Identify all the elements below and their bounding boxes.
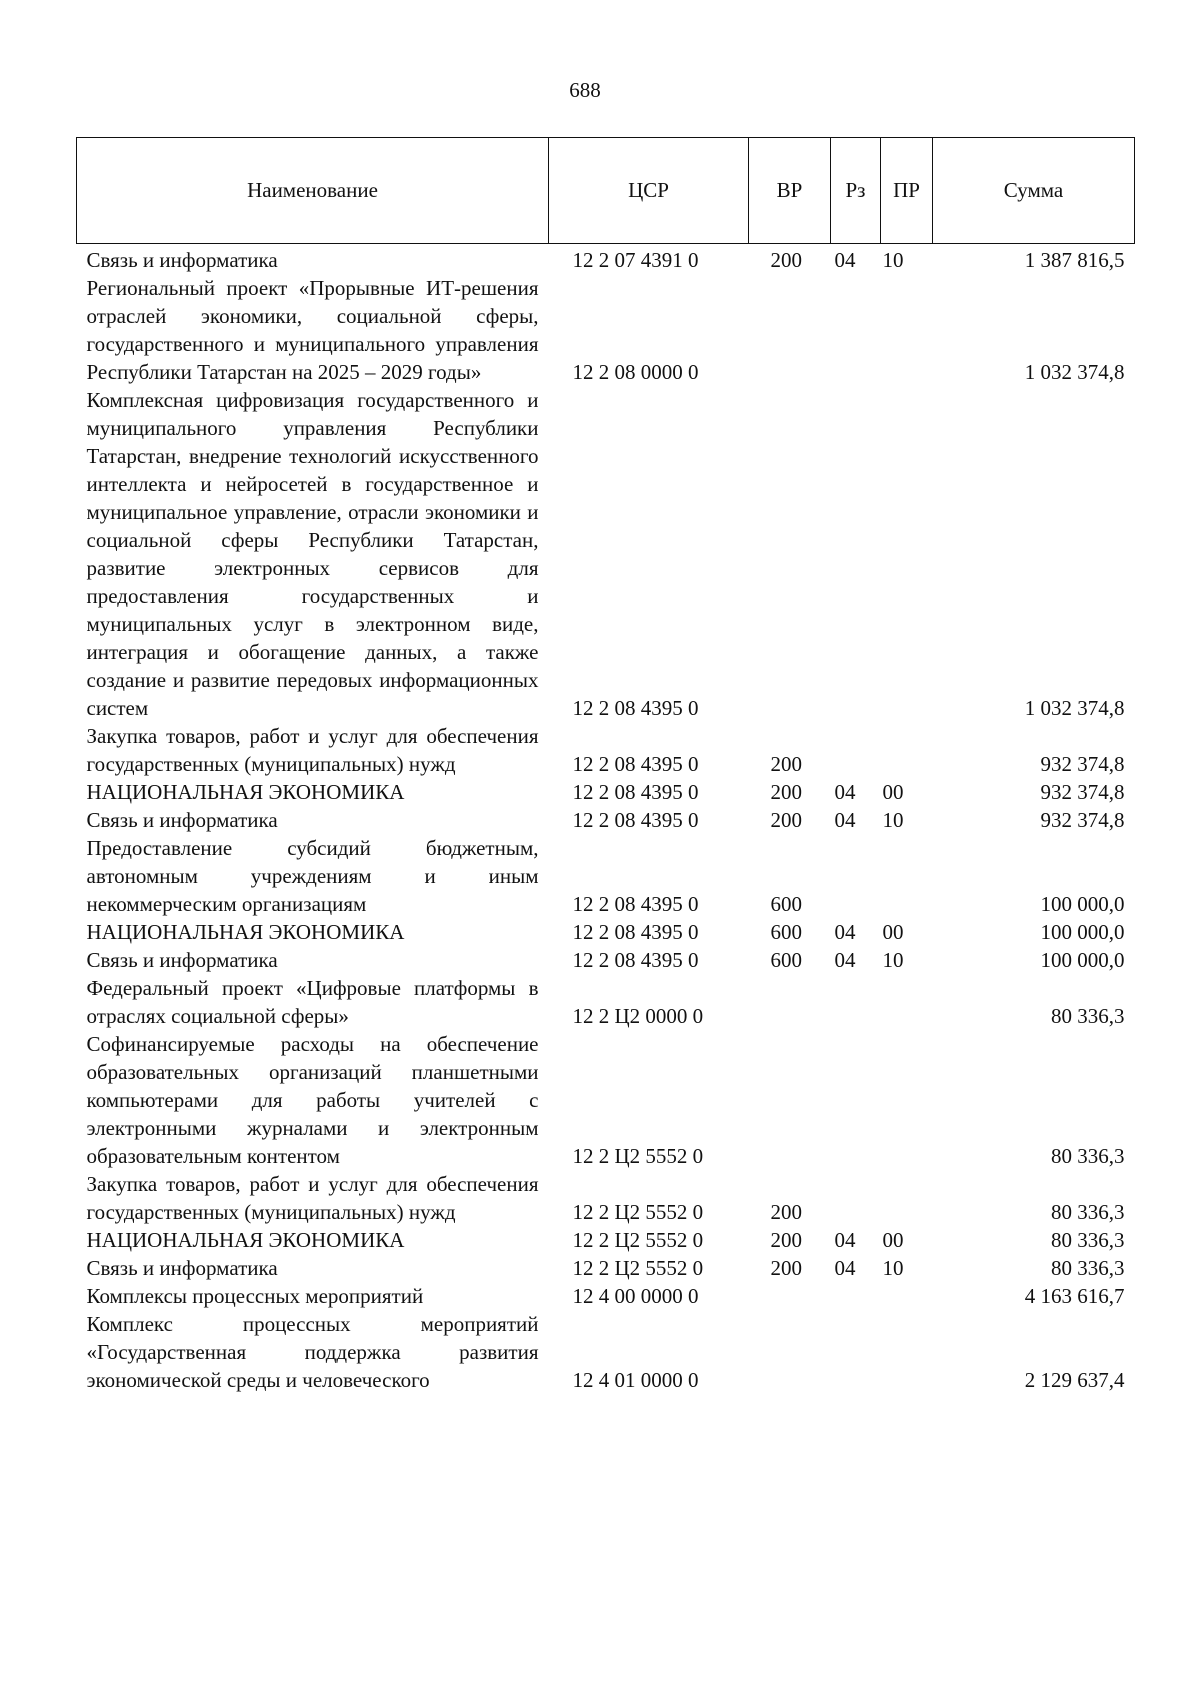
cell-sum: 2 129 637,4	[1024, 1367, 1125, 1392]
cell-name: Комплексная цифровизация государственного и муниципального управления Республики Татарстан, внедрение технологий искусственного интеллекта и нейросетей в государственное и муниципальное управление, отрасли экономики и социальной сферы Республики Татарстан, развитие электронных сервисов для предоставления государственных и муниципальных услуг в электронном виде, интеграция и обогащение данных, а также создание и развитие передовых информационных систем	[86, 387, 539, 720]
cell-pr	[881, 1170, 933, 1226]
cell-pr: 10	[882, 947, 904, 972]
table-row	[77, 274, 1135, 386]
cell-csr: 12 2 Ц2 5552 0	[572, 1255, 704, 1280]
cell-rz	[831, 834, 881, 918]
cell-vr: 200	[770, 807, 802, 832]
cell-csr: 12 4 00 0000 0	[572, 1283, 699, 1308]
cell-name: НАЦИОНАЛЬНАЯ ЭКОНОМИКА	[86, 919, 405, 944]
cell-pr	[881, 386, 933, 722]
cell-pr	[881, 1282, 933, 1310]
header-name: Наименование	[77, 138, 549, 244]
cell-name: Предоставление субсидий бюджетным, автономным учреждениям и иным некоммерческим организациям	[86, 835, 539, 916]
cell-pr: 10	[882, 247, 904, 272]
cell-rz: 04	[834, 1255, 856, 1280]
header-pr: ПР	[881, 138, 933, 244]
cell-vr: 600	[770, 919, 802, 944]
table-row	[77, 1254, 1135, 1282]
cell-csr: 12 2 08 4395 0	[572, 919, 699, 944]
cell-sum: 100 000,0	[1040, 891, 1125, 916]
cell-name: Закупка товаров, работ и услуг для обеспечения государственных (муниципальных) нужд	[86, 1171, 539, 1224]
cell-csr: 12 2 Ц2 0000 0	[572, 1003, 704, 1028]
cell-name: Федеральный проект «Цифровые платформы в отраслях социальной сферы»	[86, 975, 539, 1028]
table-row	[77, 806, 1135, 834]
cell-sum: 100 000,0	[1040, 919, 1125, 944]
cell-sum: 80 336,3	[1051, 1143, 1125, 1168]
cell-vr	[749, 1030, 831, 1170]
header-vr: ВР	[749, 138, 831, 244]
cell-sum: 80 336,3	[1051, 1255, 1125, 1280]
cell-rz	[831, 974, 881, 1030]
cell-vr: 600	[770, 947, 802, 972]
cell-rz	[831, 274, 881, 386]
cell-sum: 1 032 374,8	[1024, 695, 1125, 720]
cell-pr: 10	[882, 1255, 904, 1280]
table-row	[77, 974, 1135, 1030]
cell-vr: 200	[770, 1255, 802, 1280]
cell-csr: 12 2 07 4391 0	[572, 247, 699, 272]
cell-sum: 1 032 374,8	[1024, 359, 1125, 384]
cell-name: Связь и информатика	[86, 1255, 278, 1280]
table-header	[77, 138, 1135, 244]
header-row	[77, 138, 1135, 244]
cell-rz	[831, 722, 881, 778]
table-row	[77, 244, 1135, 274]
header-rz: Рз	[831, 138, 881, 244]
cell-csr: 12 2 08 4395 0	[572, 695, 699, 720]
cell-name: Комплексы процессных мероприятий	[86, 1283, 424, 1308]
cell-rz	[831, 1170, 881, 1226]
cell-name: Софинансируемые расходы на обеспечение образовательных организаций планшетными компьютерами для работы учителей с электронными журналами и электронным образовательным контентом	[86, 1031, 539, 1168]
cell-vr	[749, 1310, 831, 1394]
cell-sum: 4 163 616,7	[1024, 1283, 1125, 1308]
header-csr: ЦСР	[549, 138, 749, 244]
cell-vr	[749, 386, 831, 722]
cell-pr	[881, 834, 933, 918]
cell-rz: 04	[834, 947, 856, 972]
table-row	[77, 1170, 1135, 1226]
cell-csr: 12 2 Ц2 5552 0	[572, 1227, 704, 1252]
cell-vr: 200	[770, 247, 802, 272]
cell-sum: 1 387 816,5	[1024, 247, 1125, 272]
table-row	[77, 918, 1135, 946]
cell-rz	[831, 1030, 881, 1170]
budget-table-container	[76, 137, 1134, 1394]
cell-csr: 12 2 08 4395 0	[572, 779, 699, 804]
table-row	[77, 1226, 1135, 1254]
cell-pr	[881, 274, 933, 386]
cell-sum: 932 374,8	[1040, 779, 1125, 804]
cell-vr: 200	[770, 1199, 802, 1224]
table-row	[77, 386, 1135, 722]
cell-rz: 04	[834, 779, 856, 804]
cell-pr	[881, 722, 933, 778]
cell-rz	[831, 1310, 881, 1394]
cell-name: НАЦИОНАЛЬНАЯ ЭКОНОМИКА	[86, 1227, 405, 1252]
table-row	[77, 722, 1135, 778]
cell-vr	[749, 1282, 831, 1310]
cell-rz: 04	[834, 1227, 856, 1252]
cell-rz: 04	[834, 807, 856, 832]
cell-vr	[749, 274, 831, 386]
cell-name: Связь и информатика	[86, 247, 278, 272]
table-row	[77, 834, 1135, 918]
cell-rz	[831, 386, 881, 722]
budget-table	[76, 137, 1135, 1394]
cell-pr: 00	[882, 779, 904, 804]
table-body	[77, 244, 1135, 1394]
table-row	[77, 1030, 1135, 1170]
cell-rz: 04	[834, 247, 856, 272]
cell-csr: 12 2 08 4395 0	[572, 947, 699, 972]
table-row	[77, 1282, 1135, 1310]
cell-csr: 12 2 08 0000 0	[572, 359, 699, 384]
header-sum: Сумма	[933, 138, 1135, 244]
cell-vr	[749, 974, 831, 1030]
cell-sum: 932 374,8	[1040, 807, 1125, 832]
cell-name: Комплекс процессных мероприятий «Государственная поддержка развития экономической среды и человеческого	[86, 1311, 539, 1392]
table-row	[77, 1310, 1135, 1394]
cell-rz	[831, 1282, 881, 1310]
cell-name: Региональный проект «Прорывные ИТ-решения отраслей экономики, социальной сферы, государственного и муниципального управления Республики Татарстан на 2025 – 2029 годы»	[86, 275, 539, 384]
cell-sum: 80 336,3	[1051, 1003, 1125, 1028]
cell-sum: 80 336,3	[1051, 1227, 1125, 1252]
cell-csr: 12 2 08 4395 0	[572, 891, 699, 916]
cell-name: Связь и информатика	[86, 947, 278, 972]
cell-sum: 80 336,3	[1051, 1199, 1125, 1224]
cell-name: НАЦИОНАЛЬНАЯ ЭКОНОМИКА	[86, 779, 405, 804]
cell-vr: 200	[770, 1227, 802, 1252]
cell-pr	[881, 974, 933, 1030]
cell-csr: 12 4 01 0000 0	[572, 1367, 699, 1392]
cell-csr: 12 2 Ц2 5552 0	[572, 1199, 704, 1224]
cell-pr	[881, 1310, 933, 1394]
table-row	[77, 778, 1135, 806]
cell-pr	[881, 1030, 933, 1170]
cell-pr: 00	[882, 919, 904, 944]
cell-name: Связь и информатика	[86, 807, 278, 832]
cell-sum: 932 374,8	[1040, 751, 1125, 776]
cell-pr: 00	[882, 1227, 904, 1252]
page-number: 688	[569, 78, 601, 102]
cell-vr: 200	[770, 751, 802, 776]
cell-csr: 12 2 08 4395 0	[572, 807, 699, 832]
cell-rz: 04	[834, 919, 856, 944]
cell-pr: 10	[882, 807, 904, 832]
cell-vr: 200	[770, 779, 802, 804]
cell-vr: 600	[770, 891, 802, 916]
cell-csr: 12 2 08 4395 0	[572, 751, 699, 776]
cell-name: Закупка товаров, работ и услуг для обеспечения государственных (муниципальных) нужд	[86, 723, 539, 776]
table-row	[77, 946, 1135, 974]
cell-csr: 12 2 Ц2 5552 0	[572, 1143, 704, 1168]
cell-sum: 100 000,0	[1040, 947, 1125, 972]
